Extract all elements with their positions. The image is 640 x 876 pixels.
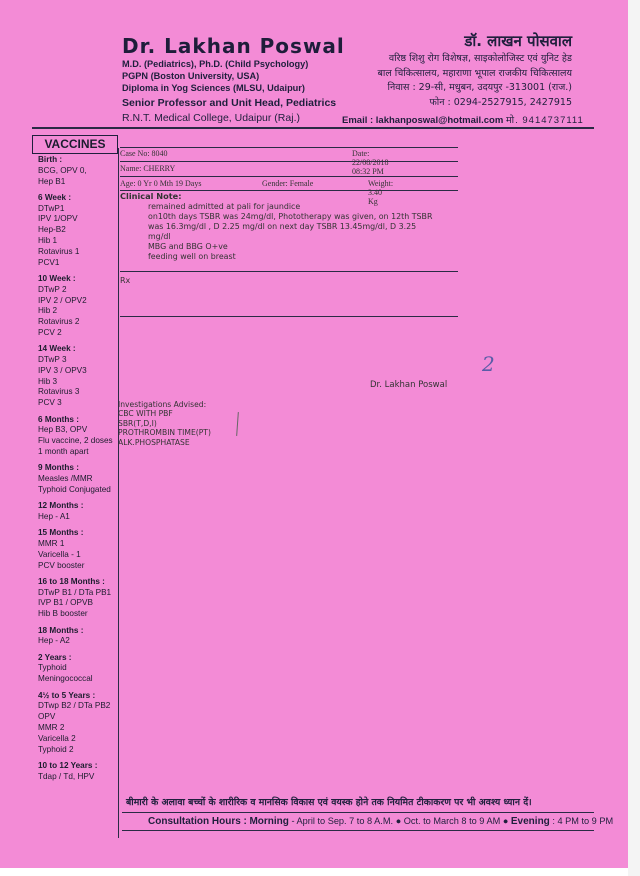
handwritten-mark: 2 (482, 352, 495, 376)
vaccine-item: Typhoid 2 (38, 744, 74, 754)
clinical-note-line: remained admitted at pali for jaundice (148, 202, 301, 211)
vaccine-group-heading: 10 Week : (38, 273, 76, 283)
vaccine-item: Flu vaccine, 2 doses (38, 436, 113, 446)
vaccine-group-heading: 14 Week : (38, 344, 76, 354)
college-name: R.N.T. Medical College, Udaipur (Raj.) (122, 112, 300, 124)
mobile-number: मो. 9414737111 (505, 115, 584, 126)
vaccine-item: Measles /MMR (38, 474, 93, 484)
patient-name: Name: CHERRY (120, 164, 176, 173)
vaccine-group (38, 653, 122, 685)
vaccine-group (38, 463, 122, 495)
vaccine-group (38, 691, 122, 756)
hindi-line: बाल चिकित्सालय, महाराणा भूपाल राजकीय चिकित्सालय (377, 67, 572, 79)
rx-line (120, 176, 458, 177)
consultation-hours (148, 816, 613, 827)
vaccine-item: 1 month apart (38, 446, 89, 456)
vaccine-group (38, 501, 122, 523)
hindi-line: फोन : 0294-2527915, 2427915 (429, 96, 572, 108)
evening-hours: : 4 PM to 9 PM (549, 816, 614, 826)
vaccine-item: DTwP1 (38, 203, 65, 213)
vaccines-heading-box (32, 135, 118, 154)
vaccine-group-heading: 15 Months : (38, 528, 84, 538)
vaccine-group (38, 415, 122, 458)
vaccine-item: Rotavirus 2 (38, 317, 80, 327)
vaccine-group (38, 528, 122, 571)
vaccine-item: Hib B booster (38, 609, 88, 619)
vaccine-item: IPV 2 / OPV2 (38, 295, 87, 305)
investigation-item: PROTHROMBIN TIME(PT) (118, 428, 211, 438)
investigations (118, 400, 211, 447)
vaccine-group (38, 626, 122, 648)
pen-tick-mark (236, 412, 239, 436)
vaccine-group (38, 344, 122, 409)
vaccine-item: Hep-B2 (38, 225, 66, 235)
vaccine-item: Rotavirus 3 (38, 387, 80, 397)
vaccine-item: Varicella 2 (38, 733, 76, 743)
clinical-note (148, 202, 468, 261)
footer-divider (122, 812, 594, 813)
vaccine-item: OPV (38, 712, 56, 722)
hours-label: Consultation Hours : (148, 816, 247, 827)
vaccine-group-heading: 2 Years : (38, 652, 72, 662)
doctor-name-hindi: डॉ. लाखन पोसवाल (464, 32, 572, 50)
investigation-item: ALK.PHOSPHATASE (118, 437, 190, 447)
hindi-line: वरिष्ठ शिशु रोग विशेषज्ञ, साइकोलोजिस्ट एवं युनिट हेड (388, 53, 572, 64)
vaccine-item: BCG, OPV 0, (38, 165, 87, 175)
vaccine-item: Tdap / Td, HPV (38, 771, 95, 781)
contact-line (342, 113, 584, 126)
footer-bottom-divider (122, 830, 594, 831)
vaccine-group-heading: 18 Months : (38, 625, 84, 635)
hindi-address-block (377, 52, 572, 110)
vaccine-item: Hib 2 (38, 306, 58, 316)
vaccine-item: Varicella - 1 (38, 549, 81, 559)
vaccine-item: DTwP B1 / DTa PB1 (38, 587, 112, 597)
vaccine-item: IPV 3 / OPV3 (38, 365, 87, 375)
vaccine-group-heading: 16 to 18 Months : (38, 576, 105, 586)
morning-label: Morning (249, 816, 289, 827)
vaccine-group (38, 577, 122, 620)
vaccine-item: PCV 2 (38, 327, 62, 337)
vaccine-group-heading: 4½ to 5 Years : (38, 690, 96, 700)
vaccine-item: Meningococcal (38, 674, 93, 684)
vaccine-group (38, 155, 122, 187)
vaccine-group (38, 761, 122, 783)
vaccine-item: Hep - A1 (38, 511, 70, 521)
vaccine-item: Hep B1 (38, 176, 66, 186)
rx-symbol: Rx (120, 276, 131, 285)
vaccine-item: PCV booster (38, 560, 85, 570)
vaccine-item: IVP B1 / OPVB (38, 598, 93, 608)
clinical-note-label: Clinical Note: (120, 191, 182, 201)
vaccine-group-heading: 10 to 12 Years : (38, 760, 98, 770)
email: Email : lakhanposwal@hotmail.com (342, 115, 504, 126)
vaccine-item: PCV 3 (38, 398, 62, 408)
doctor-title: Senior Professor and Unit Head, Pediatrics (122, 97, 337, 109)
vaccine-item: Hib 1 (38, 236, 58, 246)
clinical-note-line: MBG and BBG O+ve (148, 241, 228, 251)
vaccine-group-heading: 12 Months : (38, 501, 84, 511)
vaccine-group (38, 193, 122, 269)
clinical-note-line: feeding well on breast (148, 251, 236, 261)
doctor-name: Dr. Lakhan Poswal (122, 34, 345, 58)
evening-label: Evening (510, 816, 550, 827)
credential-line: Diploma in Yog Sciences (MLSU, Udaipur) (122, 83, 305, 93)
rx-line (120, 271, 458, 272)
vaccine-group-heading: Birth : (38, 155, 63, 164)
vaccine-item: DTwP 3 (38, 355, 67, 365)
case-number: Case No: 8040 (120, 149, 168, 158)
vaccine-group-heading: 9 Months : (38, 463, 79, 473)
vaccine-item: Typhoid (38, 663, 67, 673)
vaccine-item: PCV1 (38, 257, 60, 267)
patient-age: Age: 0 Yr 0 Mth 19 Days (120, 179, 202, 188)
doctor-signature: Dr. Lakhan Poswal (370, 380, 448, 390)
rx-line (120, 316, 458, 317)
vaccine-item: DTwP 2 (38, 284, 67, 294)
vaccine-item: Rotavirus 1 (38, 246, 80, 256)
rx-top-line (120, 147, 458, 148)
patient-gender: Gender: Female (262, 179, 314, 188)
clinical-note-line: was 16.3mg/dl , D 2.25 mg/dl on next day TSBR 13.45mg/dl, D 3.25 (148, 221, 417, 231)
patient-weight: Weight: 3.40 Kg (368, 179, 394, 206)
vaccine-group (38, 274, 122, 339)
vaccine-item: DTwp B2 / DTa PB2 (38, 701, 111, 711)
vaccine-item: Hep B3, OPV (38, 425, 88, 435)
visit-date: Date: 22/08/2018 08:32 PM (352, 149, 389, 176)
hindi-line: निवास : 29-सी, मधुबन, उदयपुर -313001 (राज.) (387, 82, 572, 93)
investigations-label: Investigations Advised: (118, 400, 207, 409)
investigation-item: CBC WITH PBF (118, 409, 173, 419)
credentials (122, 58, 308, 94)
vaccines-title: VACCINES (44, 137, 106, 151)
vaccine-item: MMR 1 (38, 539, 65, 548)
clinical-note-line: mg/dl (148, 231, 171, 241)
page-margin (628, 0, 640, 876)
clinical-note-line: on10th days TSBR was 24mg/dl, Phototherapy was given, on 12th TSBR (148, 211, 433, 221)
vaccine-item: IPV 1/OPV (38, 214, 78, 224)
vaccine-item: Typhoid Conjugated (38, 484, 111, 494)
credential-line: PGPN (Boston University, USA) (122, 71, 260, 81)
investigation-item: SBR(T,D,I) (118, 418, 157, 428)
header-divider (32, 127, 594, 129)
vaccine-group-heading: 6 Week : (38, 192, 72, 202)
credential-line: M.D. (Pediatrics), Ph.D. (Child Psychology) (122, 59, 309, 69)
vaccine-item: Hib 3 (38, 376, 58, 386)
vaccine-schedule (38, 155, 122, 788)
vaccine-item: MMR 2 (38, 722, 65, 732)
vaccine-group-heading: 6 Months : (38, 414, 79, 424)
vaccine-item: Hep - A2 (38, 636, 70, 646)
rx-line (120, 161, 458, 162)
hindi-vaccination-note: बीमारी के अलावा बच्चों के शारीरिक व मानसिक विकास एवं वयस्क होने तक नियमित टीकाकरण पर भी अवश्य ध्यान दें। (126, 797, 532, 808)
morning-hours: - April to Sep. 7 to 8 A.M. ● Oct. to March 8 to 9 AM ● (288, 816, 509, 826)
